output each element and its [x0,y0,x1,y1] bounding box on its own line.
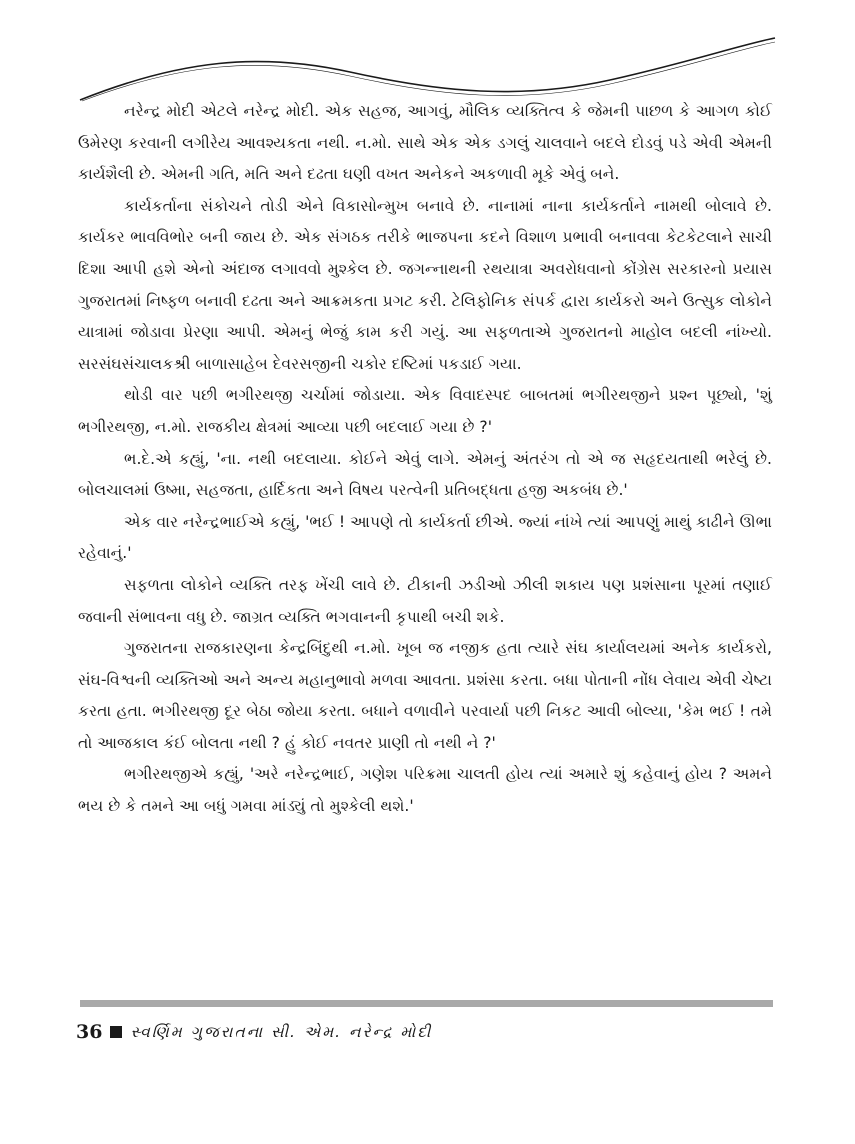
paragraph: ગુજરાતના રાજકારણના કેન્દ્રબિંદુથી ન.મો. ખૂબ જ નજીક હતા ત્યારે સંઘ કાર્યાલયમાં અનેક કાર્યકરો, સંઘ-વિશ્વની વ્યક્તિઓ અને અન્ય મહાનુભાવો મળવા આવતા. પ્રશંસા કરતા. બધા પોતાની નોંધ લેવાય એવી ચેષ્ટા કરતા હતા. ભગીરથજી દૂર બેઠા જોયા કરતા. બધાને વળાવીને પરવાર્યા પછી નિકટ આવી બોલ્યા, 'કેમ ભઈ ! તમે તો આજકાલ કંઈ બોલતા નથી ? હું કોઈ નવતર પ્રાણી તો નથી ને ?' [78,639,772,752]
page-footer [76,1015,432,1049]
paragraph: એક વાર નરેન્દ્રભાઈએ કહ્યું, 'ભઈ ! આપણે તો કાર્યકર્તા છીએ. જ્યાં નાંખે ત્યાં આપણું માથું કાઢીને ઊભા રહેવાનું.' [78,512,772,563]
page-number: 36 [76,1021,103,1043]
paragraph: ભગીરથજીએ કહ્યું, 'અરે નરેન્દ્રભાઈ, ગણેશ પરિક્રમા ચાલતી હોય ત્યાં અમારે શું કહેવાનું હોય ? અમને ભય છે કે તમને આ બધું ગમવા માંડ્યું તો મુશ્કેલી થશે.' [78,765,772,816]
footer-rule [80,1000,773,1007]
paragraph: નરેન્દ્ર મોદી એટલે નરેન્દ્ર મોદી. એક સહજ, આગવું, મૌલિક વ્યક્તિત્વ કે જેમની પાછળ કે આગળ કોઈ ઉમેરણ કરવાની લગીરેય આવશ્યકતા નથી. ન.મો. સાથે એક એક ડગલું ચાલવાને બદલે દોડવું પડે એવી એમની કાર્યશૈલી છે. એમની ગતિ, મતિ અને દઢતા ઘણી વખત અનેકને અકળાવી મૂકે એવું બને. [78,102,772,184]
square-bullet-icon [110,1026,122,1038]
paragraph: થોડી વાર પછી ભગીરથજી ચર્ચામાં જોડાયા. એક વિવાદસ્પદ બાબતમાં ભગીરથજીને પ્રશ્ન પૂછ્યો, 'શું ભગીરથજી, ન.મો. રાજકીય ક્ષેત્રમાં આવ્યા પછી બદલાઈ ગયા છે ?' [78,386,772,436]
paragraph: ભ.દે.એ કહ્યું, 'ના. નથી બદલાયા. કોઈને એવું લાગે. એમનું અંતરંગ તો એ જ સહૃદયતાથી ભરેલું છે. બોલચાલમાં ઉષ્મા, સહજતા, હાર્દિકતા અને વિષય પરત્વેની પ્રતિબદ્ધતા હજી અકબંધ છે.' [78,449,772,500]
book-title: સ્વર્ણિમ ગુજરાતના સી. એમ. નરેન્દ્ર મોદી [130,1022,433,1041]
decorative-wave [0,0,855,110]
paragraph: કાર્યકર્તાના સંકોચને તોડી એને વિકાસોન્મુખ બનાવે છે. નાનામાં નાના કાર્યકર્તાને નામથી બોલાવે છે. કાર્યકર ભાવવિભોર બની જાય છે. એક સંગઠક તરીકે ભાજપના કદને વિશાળ પ્રભાવી બનાવવા કેટકેટલાને સાચી દિશા આપી હશે એનો અંદાજ લગાવવો મુશ્કેલ છે. જગન્નાથની રથયાત્રા અવરોધવાનો કોંગ્રેસ સરકારનો પ્રયાસ ગુજરાતમાં નિષ્ફળ બનાવી દઢતા અને આક્રમકતા પ્રગટ કરી. ટેલિફોનિક સંપર્ક દ્વારા કાર્યકરો અને ઉત્સુક લોકોને યાત્રામાં જોડાવા પ્રેરણા આપી. એમનું ભેજું કામ કરી ગયું. આ સફળતાએ ગુજરાતનો માહોલ બદલી નાંખ્યો. સરસંઘસંચાલકશ્રી બાળાસાહેબ દેવરસજીની ચકોર દષ્ટિમાં પકડાઈ ગયા. [78,196,772,373]
body-text [78,96,772,823]
paragraph: સફળતા લોકોને વ્યક્તિ તરફ ખેંચી લાવે છે. ટીકાની ઝડીઓ ઝીલી શકાય પણ પ્રશંસાના પૂરમાં તણાઈ જવાની સંભાવના વધુ છે. જાગ્રત વ્યક્તિ ભગવાનની કૃપાથી બચી શકે. [78,575,772,626]
